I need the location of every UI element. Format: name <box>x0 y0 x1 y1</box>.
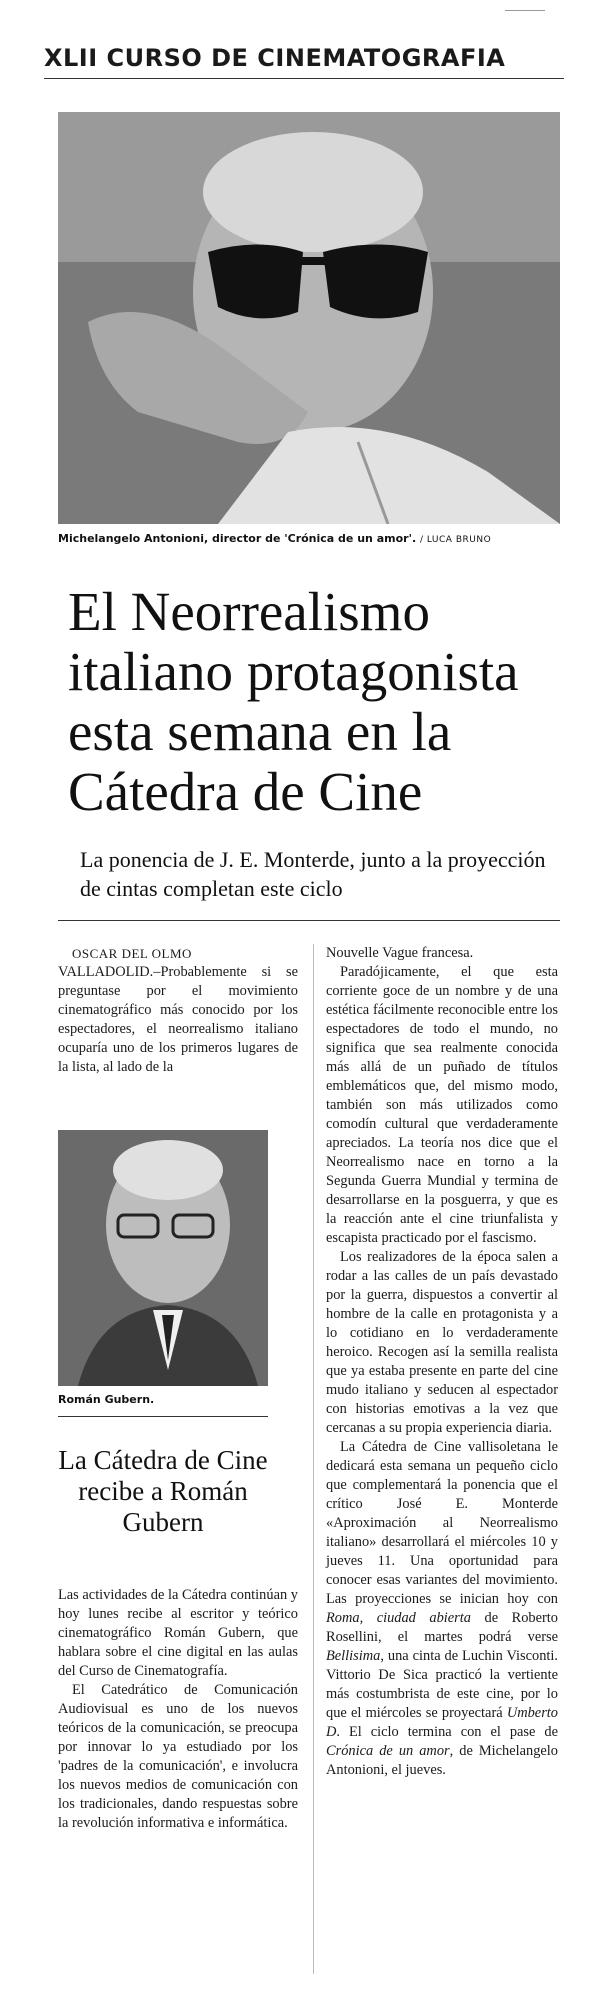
text-run: La Cátedra de Cine vallisoletana le dedicará esta semana un pequeño ciclo que complementará la ponencia que el crítico José E. Monterde «Aproximación al Neorrealismo italiano» desarrollará el miércoles 10 y jueves 11. Una oportunidad para conocer esas variantes del movimiento. Las proyecciones se inician hoy con <box>326 1439 558 1607</box>
article-headline: El Neorrealismo italiano protagonista esta semana en la Cátedra de Cine <box>68 581 519 822</box>
top-edge-mark <box>505 10 545 11</box>
film-title: Umberto D <box>326 1705 558 1740</box>
portrait-illustration <box>58 112 560 524</box>
dek-rule <box>58 920 560 921</box>
sidebar-body <box>58 1586 298 1833</box>
sidebar-caption-rule <box>58 1416 268 1417</box>
sidebar-portrait-illustration <box>58 1130 268 1386</box>
sidebar-paragraph: Las actividades de la Cátedra continúan y hoy lunes recibe al escritor y teórico cinematográfico Román Gubern, que hablara sobre el cine digital en las aulas del Curso de Cinematografía. <box>58 1587 298 1679</box>
film-title: Roma, ciudad abierta <box>326 1610 471 1626</box>
text-run: . El ciclo termina con el pase de <box>336 1724 558 1740</box>
text-run: , de Michelangelo Antonioni, el jueves. <box>326 1743 558 1778</box>
article-paragraph-final <box>326 1438 558 1780</box>
sidebar-photo-caption: Román Gubern. <box>58 1393 155 1406</box>
article-dek: La ponencia de J. E. Monterde, junto a la proyección de cintas completan este ciclo <box>80 847 546 901</box>
article-right-column <box>326 944 558 1780</box>
film-title: Bellisima <box>326 1648 381 1664</box>
article-paragraph: Nouvelle Vague francesa. <box>326 945 474 961</box>
article-paragraph: VALLADOLID.–Probablemente si se preguntase por el movimiento cinematográfico más conocido por los espectadores, el neorrealismo italiano ocuparía uno de los primeros lugares de la lista, al lado de la <box>58 964 298 1075</box>
article-paragraph: Paradójicamente, el que esta corriente goce de un nombre y de una estética fácilmente reconocible entre los espectadores de todo el mundo, no significa que sea realmente conocida más allá de un puñado de títulos emblemáticos que, del mismo modo, también son más utilizados como comodín cultural que verdaderamente apreciados. La teoría nos dice que el Neorrealismo nace en torno a la Segunda Guerra Mundial y termina de desarrollarse en la posguerra, y que es la reacción ante el cine triunfalista y escapista practicado por el fascismo. <box>326 964 558 1246</box>
sidebar-headline: La Cátedra de Cine recibe a Román Gubern <box>58 1445 268 1537</box>
article-paragraph: Los realizadores de la época salen a rodar a las calles de un país devastado por la guerra, dispuestos a convertir al hombre de la calle en protagonista y a lo cotidiano en lo verdaderamente heroico. Recogen así la semilla realista que ya estaba presente en parte del cine mudo italiano y seducen al espectador con historias emotivas a la vez que cercanas a su propia experiencia diaria. <box>326 1249 558 1436</box>
text-run: de Roberto Rosellini, el martes podrá verse <box>326 1610 558 1645</box>
text-run: , una cinta de Luchin Visconti. Vittorio De Sica practicó la vertiente más costumbrista de este cine, por lo que el miércoles se proyectará <box>326 1648 558 1721</box>
article-left-column <box>58 944 298 1077</box>
byline: OSCAR DEL OLMO <box>72 946 192 961</box>
film-title: Crónica de un amor <box>326 1743 450 1759</box>
main-photo <box>58 112 560 524</box>
section-kicker: XLII CURSO DE CINEMATOGRAFIA <box>44 44 564 79</box>
sidebar-paragraph: El Catedrático de Comunicación Audiovisual es uno de los nuevos teóricos de la comunicación, se preocupa por innovar lo ya estudiado por los 'padres de la comunicación', e involucra los nuevos medios de comunicación con los tradicionales, dando respuestas sobre la revolución informativa e informática. <box>58 1682 298 1831</box>
main-photo-caption-text: Michelangelo Antonioni, director de 'Crónica de un amor'. <box>58 532 417 545</box>
sidebar-photo <box>58 1130 268 1386</box>
column-separator <box>313 944 314 1974</box>
main-photo-caption <box>58 532 560 545</box>
photo-credit: / LUCA BRUNO <box>419 535 492 545</box>
